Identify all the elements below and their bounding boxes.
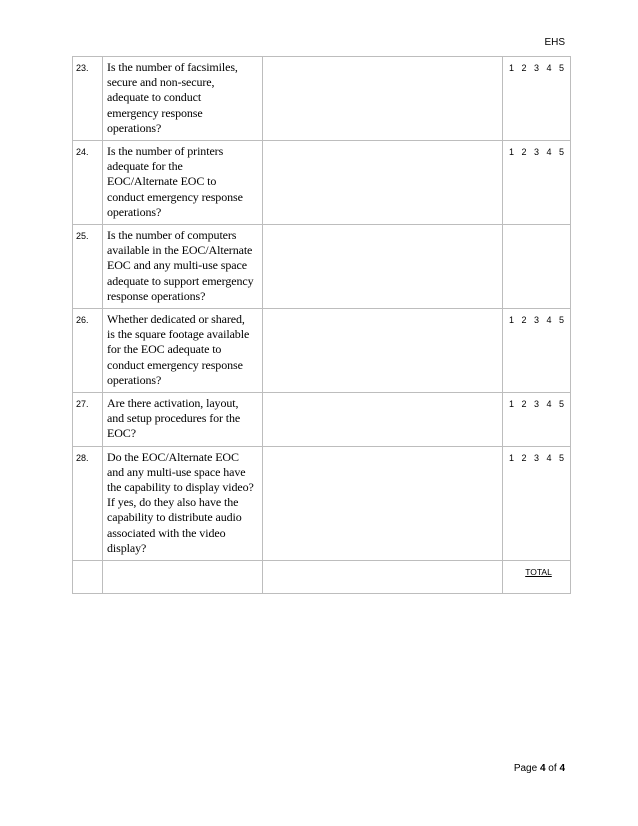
question-text: Is the number of printers adequate for the EOC/Alternate EOC to conduct emergency response operations? xyxy=(107,144,243,219)
rating-cell xyxy=(503,141,571,225)
table-row xyxy=(73,446,571,560)
total-label: TOTAL xyxy=(525,567,552,578)
question-cell xyxy=(103,446,263,560)
page-prefix: Page xyxy=(513,763,540,774)
notes-cell xyxy=(263,57,503,141)
item-number-cell xyxy=(73,141,103,225)
notes-cell xyxy=(263,446,503,560)
item-number-cell xyxy=(73,309,103,393)
question-cell xyxy=(103,57,263,141)
rating-cell xyxy=(503,309,571,393)
page-current: 4 xyxy=(539,763,546,774)
empty-cell xyxy=(73,561,103,594)
rating-scale: 1 2 3 4 5 xyxy=(509,315,565,326)
empty-cell xyxy=(263,561,503,594)
page-footer xyxy=(514,763,565,774)
header-tag: EHS xyxy=(544,37,565,48)
question-cell xyxy=(103,393,263,447)
question-text: Is the number of facsimiles, secure and non-secure, adequate to conduct emergency response operations? xyxy=(107,60,238,135)
page-of: of xyxy=(545,763,560,774)
table-row xyxy=(73,225,571,309)
table-row xyxy=(73,393,571,447)
rating-scale: 1 2 3 4 5 xyxy=(509,399,565,410)
item-number: 26. xyxy=(76,315,89,326)
item-number: 23. xyxy=(76,63,89,73)
item-number: 28. xyxy=(76,452,89,463)
checklist-table xyxy=(72,56,571,594)
notes-cell xyxy=(263,225,503,309)
notes-cell xyxy=(263,141,503,225)
item-number-cell xyxy=(73,393,103,447)
notes-cell xyxy=(263,309,503,393)
item-number-cell xyxy=(73,446,103,560)
rating-scale: 1 2 3 4 5 xyxy=(509,63,565,73)
item-number-cell xyxy=(73,225,103,309)
rating-cell xyxy=(503,225,571,309)
rating-scale: 1 2 3 4 5 xyxy=(509,147,565,158)
item-number-cell xyxy=(73,57,103,141)
item-number: 24. xyxy=(76,147,89,158)
rating-cell xyxy=(503,57,571,141)
question-text: Do the EOC/Alternate EOC and any multi-use space have the capability to display video? If yes, do they also have the capability to distribute audio associated with the video display? xyxy=(107,449,254,555)
question-text: Is the number of computers available in the EOC/Alternate EOC and any multi-use space adequate to support emergency response operations? xyxy=(107,228,254,303)
question-cell xyxy=(103,225,263,309)
empty-cell xyxy=(103,561,263,594)
rating-cell xyxy=(503,393,571,447)
total-row xyxy=(73,561,571,594)
question-cell xyxy=(103,141,263,225)
item-number: 25. xyxy=(76,231,89,242)
rating-scale: 1 2 3 4 5 xyxy=(509,452,565,463)
question-text: Are there activation, layout, and setup procedures for the EOC? xyxy=(107,396,241,441)
page-total: 4 xyxy=(559,763,565,774)
table-row xyxy=(73,57,571,141)
table-row xyxy=(73,309,571,393)
total-cell xyxy=(503,561,571,594)
question-cell xyxy=(103,309,263,393)
notes-cell xyxy=(263,393,503,447)
question-text: Whether dedicated or shared, is the square footage available for the EOC adequate to conduct emergency response operations? xyxy=(107,312,250,387)
rating-scale xyxy=(503,225,570,231)
item-number: 27. xyxy=(76,399,89,410)
rating-cell xyxy=(503,446,571,560)
table-row xyxy=(73,141,571,225)
